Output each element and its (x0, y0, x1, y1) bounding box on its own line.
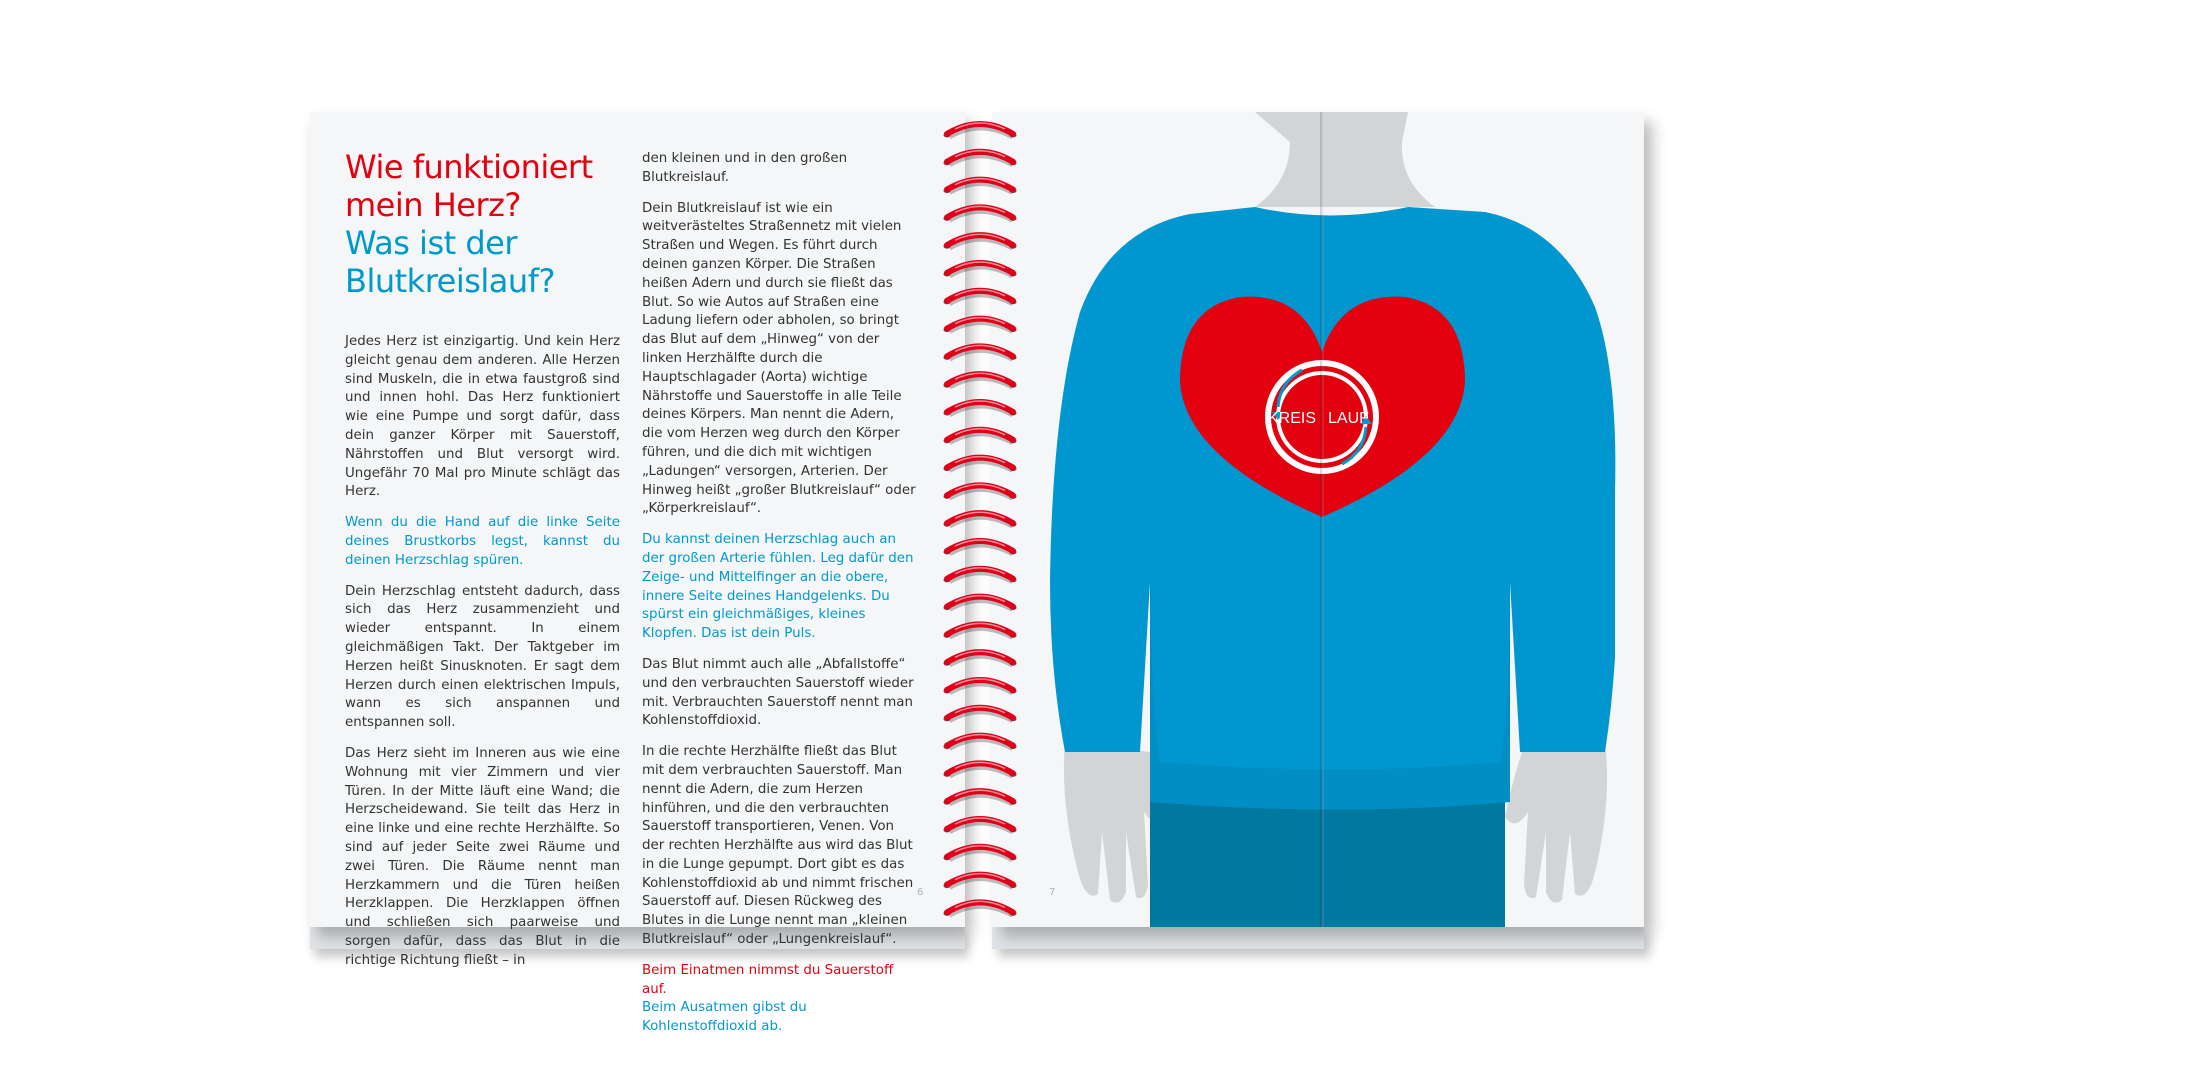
spiral-ring (944, 457, 1017, 472)
spiral-ring (944, 651, 1017, 666)
inhale-line: Beim Einatmen nimmst du Sauerstoff auf. (642, 962, 894, 997)
kreis-label: KREIS (1267, 410, 1316, 427)
spiral-ring (944, 818, 1017, 833)
spiral-ring (944, 318, 1017, 333)
spiral-ring (944, 179, 1017, 194)
spiral-ring (944, 123, 1017, 138)
spiral-ring (944, 262, 1017, 277)
highlight-paragraph: Wenn du die Hand auf die linke Seite deines Brustkorbs legst, kannst du deinen Herzschlag spüren. (345, 515, 620, 568)
spiral-ring (944, 901, 1017, 916)
title-line-3: Was ist der (345, 224, 517, 262)
page-number-right: 7 (1049, 887, 1056, 898)
paragraph: Dein Blutkreislauf ist wie ein weitverästeltes Straßennetz mit vielen Straßen und Wegen. Es führt durch deinen ganzen Körper. Die Straßen heißen Adern und durch sie fließt das Blut. So wie Autos auf Straßen eine Ladung liefern oder abholen, so bringt das Blut auf dem „Hinweg“ von der linken Herzhälfte durch die Hauptschlagader (Aorta) wichtige Nährstoffe und Sauerstoffe in alle Teile deines Körpers. Man nennt die Adern, die vom Herzen weg durch den Körper führen, und die dich mit wichtigen „Ladungen“ versorgen, Arterien. Der Hinweg heißt „großer Blutkreislauf“ oder „Körperkreislauf“. (642, 200, 916, 517)
highlight-paragraph: Du kannst deinen Herzschlag auch an der großen Arterie fühlen. Leg dafür den Zeige- und Mittelfinger an die obere, innere Seite deines Handgelenks. Du spürst ein gleichmäßiges, kleines Klopfen. Das ist dein Puls. (642, 532, 914, 642)
spiral-ring (944, 151, 1017, 166)
spiral-ring (944, 874, 1017, 889)
spiral-ring (944, 568, 1017, 583)
spiral-ring (944, 735, 1017, 750)
left-text-column (345, 333, 620, 983)
title-line-1: Wie funktioniert (345, 148, 593, 186)
spiral-ring (944, 846, 1017, 861)
paragraph: Dein Herzschlag entsteht dadurch, dass sich das Herz zusammenzieht und wieder entspannt. In einem gleichmäßigen Takt. Der Taktgeber im Herzen heißt Sinusknoten. Er sagt dem Herzen durch einen elektrischen Impuls, wann es sich anspannen und entspannen soll. (345, 583, 620, 731)
paragraph: den kleinen und in den großen Blutkreislauf. (642, 151, 848, 185)
page-title (345, 148, 605, 300)
lauf-label: LAUF (1328, 410, 1369, 427)
paragraph: In die rechte Herzhälfte fließt das Blut mit dem verbrauchten Sauerstoff. Man nennt die Adern, die zum Herzen hinführen, und die den verbrauchten Sauerstoff transportieren, Venen. Von der rechten Herzhälfte aus wird das Blut in die Lunge gepumpt. Dort gibt es das Kohlenstoffdioxid ab und nimmt frischen Sauerstoff auf. Diesen Rückweg des Blutes in die Lunge nennt man „kleinen Blutkreislauf“ oder „Lungenkreislauf“. (642, 744, 914, 948)
spiral-ring (944, 540, 1017, 555)
spiral-ring (944, 206, 1017, 221)
person-illustration (1040, 112, 1630, 927)
spiral-ring (944, 429, 1017, 444)
spiral-ring (944, 790, 1017, 805)
title-line-2: mein Herz? (345, 186, 521, 224)
spiral-ring (944, 373, 1017, 388)
paragraph: Das Herz sieht im Inneren aus wie eine Wohnung mit vier Zimmern und vier Türen. In der Mitte läuft eine Wand; die Herzscheidewand. Sie teilt das Herz in eine linke und eine rechte Herzhälfte. So sind auf jeder Seite zwei Räume und zwei Türen. Die Räume nennt man Herzkammern und die Türen heißen Herzklappen. Die Herzklappen öffnen und schließen sich paarweise und sorgen dafür, dass das Blut in die richtige Richtung fließt – in (345, 745, 620, 968)
paragraph: Jedes Herz ist einzigartig. Und kein Herz gleicht genau dem anderen. Alle Herzen sind Muskeln, die in etwa faustgroß sind und innen hohl. Das Herz funktioniert wie eine Pumpe und sorgt dafür, dass dein ganzer Körper mit Sauerstoff, Nährstoffen und Blut versorgt wird. Ungefähr 70 Mal pro Minute schlägt das Herz. (345, 334, 620, 500)
spiral-ring (944, 707, 1017, 722)
spiral-ring (944, 484, 1017, 499)
right-page-edge (992, 927, 1644, 949)
spiral-ring (944, 290, 1017, 305)
spiral-ring (944, 401, 1017, 416)
page-fold (1320, 112, 1324, 927)
title-line-4: Blutkreislauf? (345, 262, 555, 300)
neck (1255, 112, 1435, 207)
right-hand (1505, 742, 1607, 903)
paragraph: Das Blut nimmt auch alle „Abfallstoffe“ und den verbrauchten Sauerstoff wieder mit. Verbrauchten Sauerstoff nennt man Kohlenstoffdioxid. (642, 656, 914, 729)
right-text-column (642, 150, 917, 1037)
spiral-ring (944, 345, 1017, 360)
spiral-ring (944, 762, 1017, 777)
exhale-line: Beim Ausatmen gibst du Kohlenstoffdioxid ab. (642, 1000, 807, 1035)
spiral-ring (944, 596, 1017, 611)
spiral-ring (944, 512, 1017, 527)
spiral-ring (944, 679, 1017, 694)
spiral-ring (944, 234, 1017, 249)
spiral-ring (944, 623, 1017, 638)
spiral-binding (935, 112, 1025, 922)
page-number-left: 6 (917, 887, 924, 898)
